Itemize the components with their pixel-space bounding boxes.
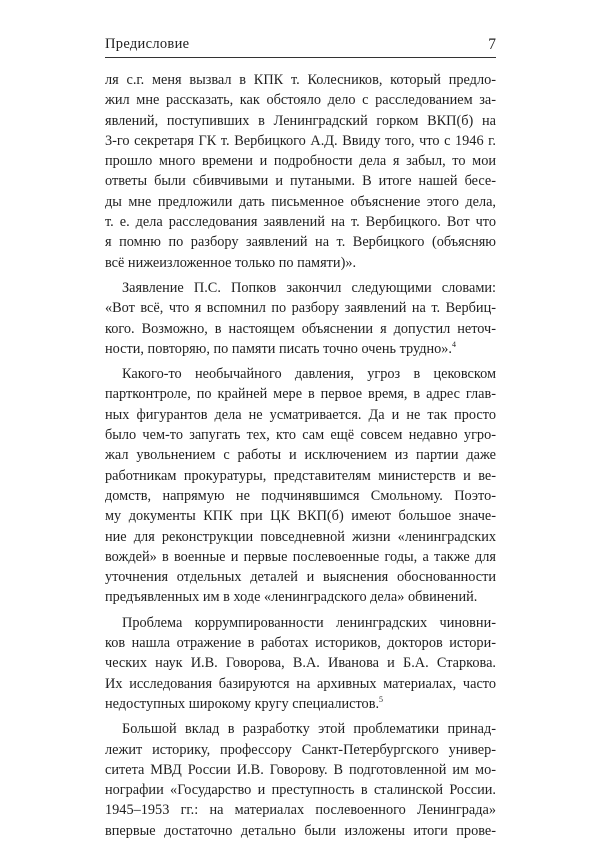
paragraph xyxy=(105,278,496,359)
paragraph xyxy=(105,364,496,608)
text-line: ных фигурантов дела не усматривается. Да и не так просто xyxy=(105,406,496,423)
text-line: я помню по разбору заявлений на т. Вербицкого (объясняю xyxy=(105,234,496,251)
text-line-with-footnote xyxy=(105,694,496,714)
text-line: предъявленных им в ходе «ленинградского дела» обвинений. xyxy=(105,589,478,606)
text-line: 3-го секретаря ГК т. Вербицкого А.Д. Ввиду того, что с 1946 г. xyxy=(105,132,496,149)
text-line: т. е. дела расследования заявлений на т. Вербицкого. Вот что xyxy=(105,214,496,231)
text-line: кого. Возможно, в настоящем объяснении я допустил неточ- xyxy=(105,320,496,337)
paragraph xyxy=(105,719,496,841)
text-line: явлений, поступивших в Ленинградский горком ВКП(б) на xyxy=(105,112,496,129)
section-title: Предисловие xyxy=(105,36,190,52)
text-line: ответы были сбивчивыми и путаными. В итоге нашей бесе- xyxy=(105,173,496,190)
text-line: ситета МВД России И.В. Говорову. В подготовленной им мо- xyxy=(105,761,496,778)
text-line: прошло много времени и подробности дела я забыл, то мои xyxy=(105,153,496,170)
footnote-ref: 5 xyxy=(379,694,384,704)
text-line: Их исследования базируются на архивных материалах, часто xyxy=(105,675,496,692)
text-line: ности, повторяю, по памяти писать точно очень трудно». xyxy=(105,340,452,357)
text-line: партконтроле, по крайней мере в первое время, в адрес глав- xyxy=(105,386,496,403)
text-line: недоступных широкому кругу специалистов. xyxy=(105,695,380,712)
text-line: «Вот всё, что я вспомнил по разбору заявлений на т. Вербиц- xyxy=(105,300,496,317)
text-line: вождей» в военные и первые послевоенные годы, а также для xyxy=(105,548,496,565)
text-line: уточнения отдельных деталей и выяснения обоснованности xyxy=(105,569,496,586)
text-line: ние для реконструкции повседневной жизни «ленинградских xyxy=(105,528,496,545)
text-line: жал увольнением с работы и исключением из партии даже xyxy=(105,447,496,464)
text-line-with-footnote xyxy=(105,339,496,359)
running-header xyxy=(105,33,496,58)
body-text xyxy=(105,70,496,841)
text-line: 1945–1953 гг.: на материалах послевоенного Ленинграда» xyxy=(105,802,496,819)
text-line: Заявление П.С. Попков закончил следующими словами: xyxy=(122,279,496,296)
text-line: впервые достаточно детально были изложены итоги прове- xyxy=(105,822,496,839)
text-line: работникам прокуратуры, представителям министерств и ве- xyxy=(105,467,496,484)
text-line: лежит историку, профессору Санкт-Петербургского универ- xyxy=(105,741,496,758)
text-line: ков нашла отражение в работах историков, докторов истори- xyxy=(105,635,496,652)
text-line: му документы КПК при ЦК ВКП(б) имеют большое значе- xyxy=(105,508,496,525)
footnote-ref: 4 xyxy=(452,339,456,349)
text-line: Большой вклад в разработку этой проблематики принад- xyxy=(122,721,496,738)
page-number: 7 xyxy=(488,36,496,53)
text-line: Проблема коррумпированности ленинградских чиновни- xyxy=(122,614,496,631)
text-line: ды мне предложили дать письменное объяснение этого дела, xyxy=(105,193,496,210)
text-line: нографии «Государство и преступность в сталинской России. xyxy=(105,782,496,799)
text-line: домств, напрямую не подчинявшимся Смольному. Поэто- xyxy=(105,487,496,504)
text-line: ля с.г. меня вызвал в КПК т. Колесников, который предло- xyxy=(105,72,496,88)
paragraph xyxy=(105,613,496,714)
paragraph xyxy=(105,70,496,273)
text-line: было чем-то запугать тех, кто сам ещё совсем недавно угро- xyxy=(105,427,496,444)
text-line: ческих наук И.В. Говорова, В.А. Иванова и Б.А. Старкова. xyxy=(105,655,496,672)
text-line: всё нижеизложенное только по памяти)». xyxy=(105,254,357,271)
text-line: Какого-то необычайного давления, угроз в цековском xyxy=(122,366,496,383)
text-line: жил мне рассказать, как обстояло дело с расследованием за- xyxy=(105,92,496,109)
